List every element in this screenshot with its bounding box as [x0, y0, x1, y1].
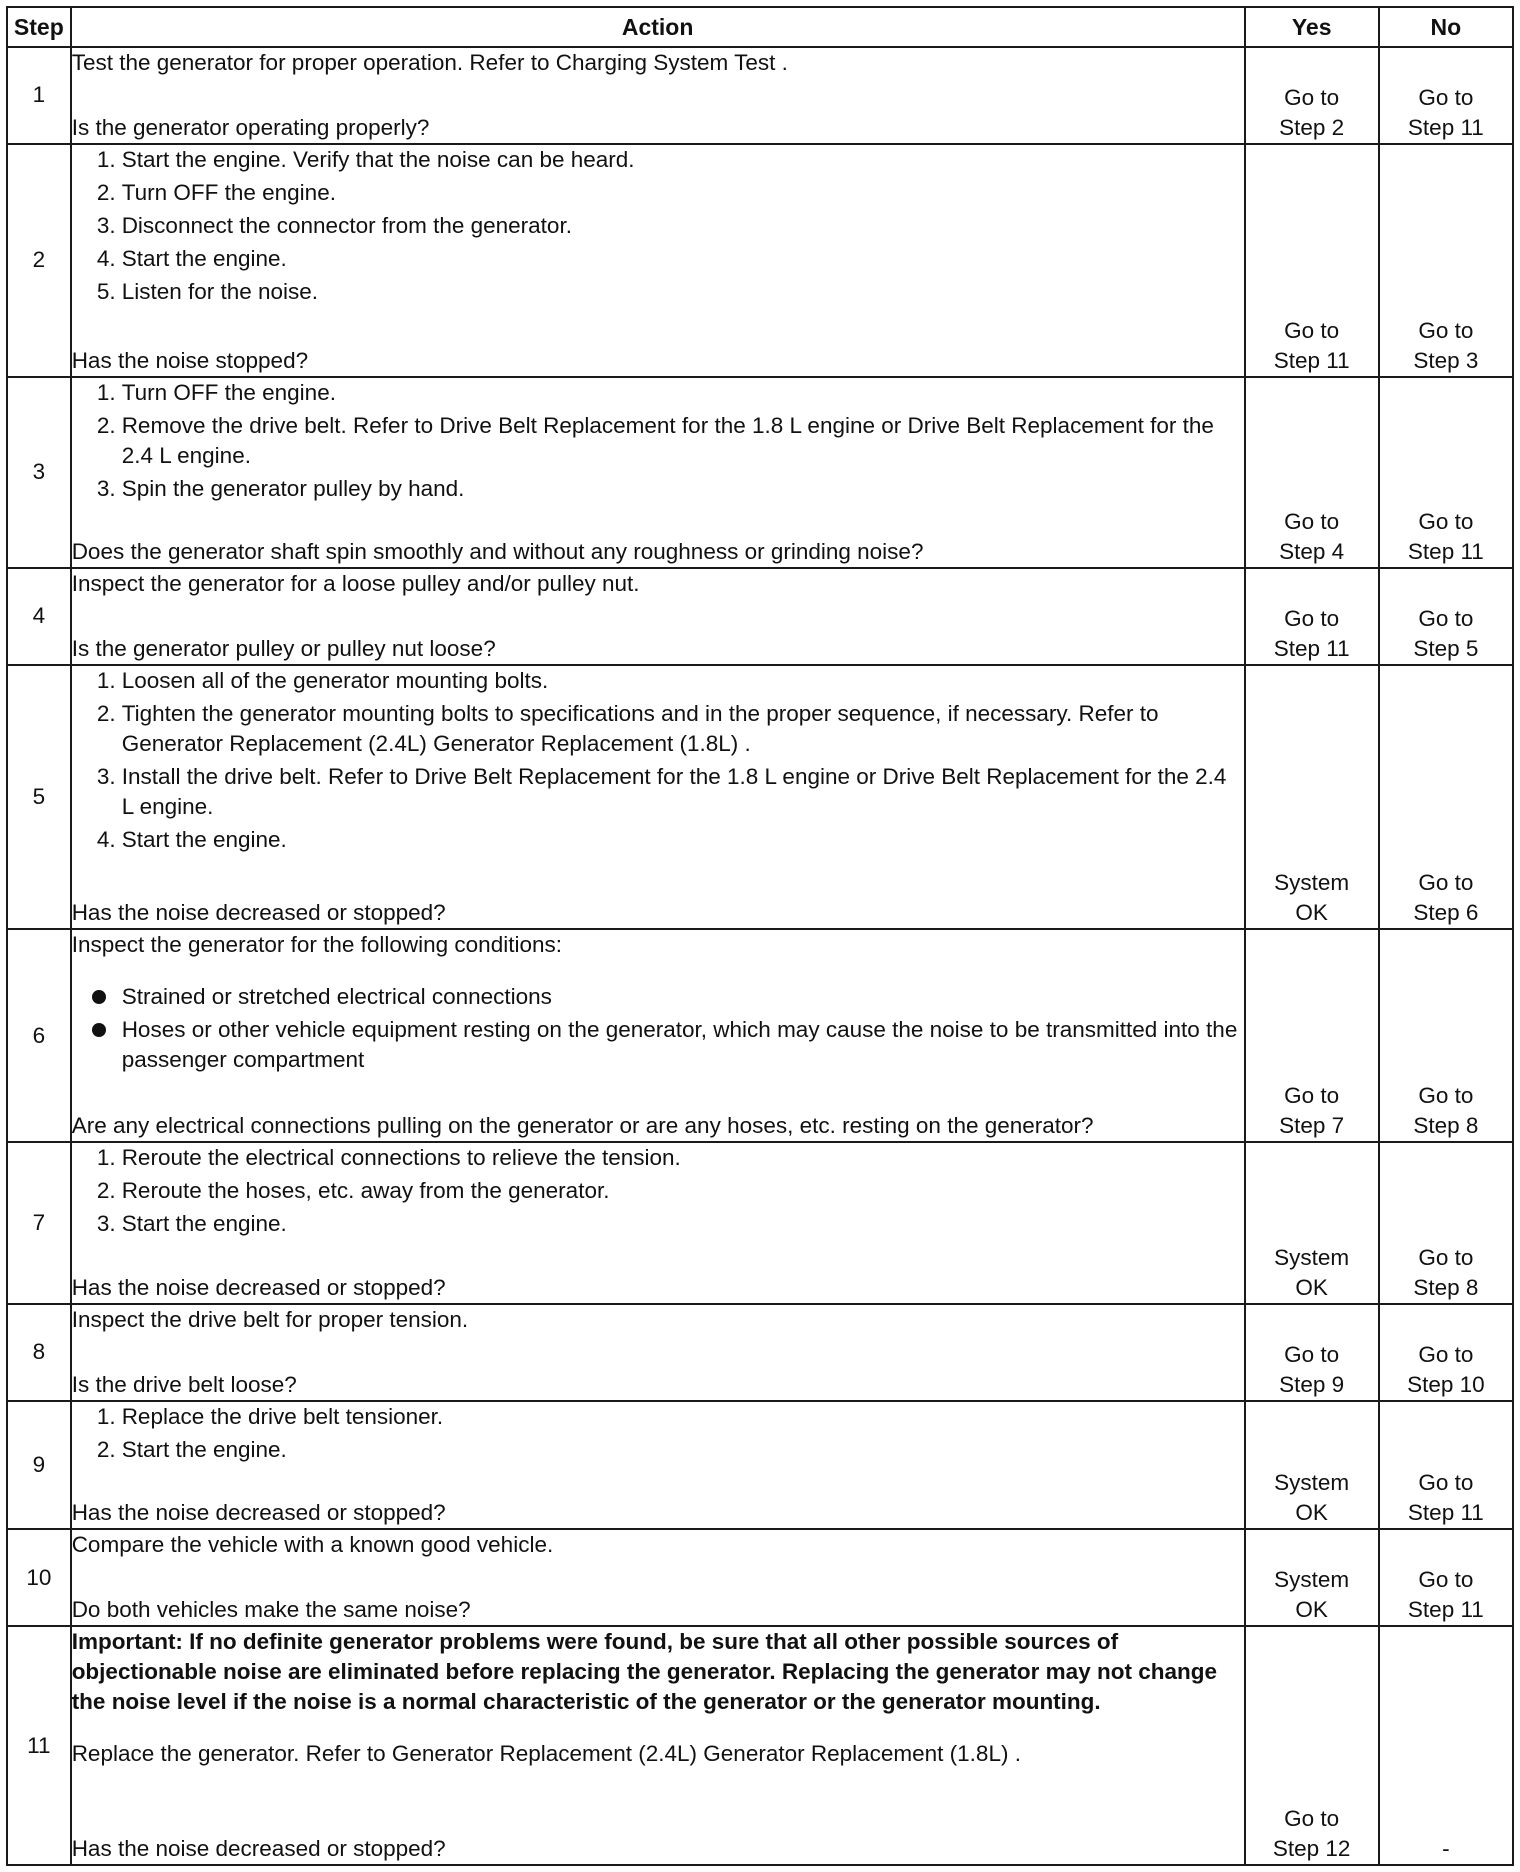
list-item-text: Start the engine.	[121, 826, 287, 852]
list-number: 2.	[96, 179, 116, 205]
no-result-line: Go to	[1418, 1244, 1474, 1270]
no-result	[1379, 568, 1513, 665]
no-result-line: Go to	[1418, 1470, 1474, 1496]
yes-result-line: OK	[1295, 1500, 1328, 1526]
step-number: 5	[7, 665, 71, 930]
action-instruction: Inspect the generator for the following conditions:	[71, 932, 562, 958]
action-instructions	[72, 569, 1244, 615]
list-item-text: Turn OFF the engine.	[121, 379, 336, 405]
yes-result	[1245, 144, 1379, 377]
yes-result-line: Go to	[1284, 84, 1340, 110]
action-question: Has the noise decreased or stopped?	[71, 1500, 446, 1526]
list-number: 1.	[96, 1403, 116, 1429]
action-instructions	[72, 1143, 1244, 1242]
diagnostic-table	[6, 6, 1514, 1866]
list-number: 3.	[96, 212, 116, 238]
yes-result-line: OK	[1295, 1597, 1328, 1623]
no-result-line: Step 5	[1413, 635, 1479, 661]
action-content	[72, 1530, 1244, 1625]
action-content	[72, 569, 1244, 664]
yes-result-line: Go to	[1284, 1341, 1340, 1367]
action-cell	[71, 568, 1245, 665]
table-row	[7, 1401, 1513, 1530]
action-instruction: Replace the generator. Refer to Generator Replacement (2.4L) Generator Replacement (1.8L) .	[71, 1741, 1021, 1767]
no-result-line: Go to	[1418, 1567, 1474, 1593]
list-item	[72, 211, 1244, 241]
list-item	[72, 145, 1244, 175]
step-number: 3	[7, 377, 71, 568]
list-number: 1.	[96, 667, 116, 693]
list-number: 3.	[96, 763, 116, 789]
action-instructions	[72, 1305, 1244, 1351]
no-result-line: Step 8	[1413, 1274, 1479, 1300]
diagnostic-document	[6, 6, 1514, 1866]
table-row	[7, 377, 1513, 568]
yes-result	[1245, 47, 1379, 144]
bullet-icon	[92, 1023, 106, 1037]
action-cell	[71, 1142, 1245, 1304]
table-row	[7, 1529, 1513, 1626]
list-item-text: Strained or stretched electrical connections	[121, 984, 552, 1010]
action-content	[72, 1143, 1244, 1303]
step-number: 9	[7, 1401, 71, 1530]
action-question: Is the drive belt loose?	[71, 1371, 297, 1397]
numbered-list	[72, 378, 1244, 504]
action-content	[72, 666, 1244, 929]
no-result-line: Go to	[1418, 870, 1474, 896]
list-item-text: Remove the drive belt. Refer to Drive Belt Replacement for the 1.8 L engine or Drive Belt Replacement for the 2.4 L engine.	[121, 412, 1214, 468]
table-row	[7, 929, 1513, 1142]
no-result-line: Step 6	[1413, 900, 1479, 926]
list-item	[72, 982, 1244, 1012]
list-number: 1.	[96, 1145, 116, 1170]
no-result	[1379, 929, 1513, 1142]
list-item-text: Listen for the noise.	[121, 278, 319, 304]
no-result	[1379, 47, 1513, 144]
action-content	[72, 1627, 1244, 1864]
list-item-text: Start the engine.	[121, 1436, 287, 1462]
no-result-line: Go to	[1418, 1083, 1474, 1108]
action-question: Is the generator operating properly?	[71, 114, 430, 140]
table-body	[7, 47, 1513, 1865]
list-item	[72, 1176, 1244, 1206]
list-item	[72, 178, 1244, 208]
no-result-line: Step 8	[1413, 1113, 1479, 1138]
step-number: 4	[7, 568, 71, 665]
list-item	[72, 378, 1244, 408]
no-result-line: Go to	[1418, 508, 1474, 534]
yes-result	[1245, 377, 1379, 568]
list-number: 4.	[96, 245, 116, 271]
table-row	[7, 144, 1513, 377]
yes-result-line: System	[1274, 1470, 1350, 1496]
action-instructions	[72, 378, 1244, 507]
no-result	[1379, 144, 1513, 377]
list-item-text: Reroute the hoses, etc. away from the generator.	[121, 1178, 610, 1203]
action-question: Do both vehicles make the same noise?	[71, 1597, 471, 1623]
no-result	[1379, 377, 1513, 568]
yes-result	[1245, 665, 1379, 930]
yes-result-line: Go to	[1284, 317, 1340, 343]
list-item-text: Tighten the generator mounting bolts to specifications and in the proper sequence, if necessary. Refer to Generator Replacement (2.4L) Generator Replacement (1.8L) .	[121, 700, 1159, 756]
action-instructions	[72, 1530, 1244, 1576]
list-item-text: Start the engine. Verify that the noise can be heard.	[121, 146, 635, 172]
list-number: 1.	[96, 146, 116, 172]
list-number: 2.	[96, 412, 116, 438]
action-cell	[71, 1529, 1245, 1626]
no-result	[1379, 1401, 1513, 1530]
numbered-list	[72, 1143, 1244, 1239]
action-content	[72, 1402, 1244, 1529]
step-number: 6	[7, 929, 71, 1142]
yes-result-line: System	[1274, 1567, 1350, 1593]
action-instruction: Compare the vehicle with a known good vehicle.	[71, 1532, 554, 1558]
list-number: 3.	[96, 1211, 116, 1236]
table-row	[7, 1142, 1513, 1304]
action-cell	[71, 1304, 1245, 1401]
list-item	[72, 762, 1244, 822]
list-item	[72, 244, 1244, 274]
table-row	[7, 1304, 1513, 1401]
list-item	[72, 411, 1244, 471]
table-header-row	[7, 7, 1513, 47]
list-item	[72, 1015, 1244, 1075]
list-item-text: Disconnect the connector from the generator.	[121, 212, 572, 238]
yes-result	[1245, 1401, 1379, 1530]
list-number: 2.	[96, 1436, 116, 1462]
action-question: Does the generator shaft spin smoothly and without any roughness or grinding noise?	[71, 538, 924, 564]
list-item-text: Loosen all of the generator mounting bolts.	[121, 667, 549, 693]
step-number: 7	[7, 1142, 71, 1304]
list-item	[72, 474, 1244, 504]
action-instructions	[72, 666, 1244, 858]
no-result	[1379, 1142, 1513, 1304]
no-result-line: Go to	[1418, 317, 1474, 343]
list-item-text: Turn OFF the engine.	[121, 179, 336, 205]
action-instructions	[72, 48, 1244, 94]
no-result	[1379, 1529, 1513, 1626]
list-item-text: Hoses or other vehicle equipment resting on the generator, which may cause the noise to be transmitted into the passenger compartment	[121, 1017, 1238, 1073]
list-item-text: Start the engine.	[121, 1211, 287, 1236]
yes-result-line: Step 7	[1279, 1113, 1345, 1138]
step-number: 1	[7, 47, 71, 144]
list-item	[72, 1209, 1244, 1239]
list-item-text: Install the drive belt. Refer to Drive Belt Replacement for the 1.8 L engine or Drive Belt Replacement for the 2.4 L engine.	[121, 763, 1227, 819]
no-result-line: Step 11	[1407, 1597, 1484, 1623]
list-number: 3.	[96, 475, 116, 501]
action-cell	[71, 665, 1245, 930]
action-cell	[71, 929, 1245, 1142]
action-question: Are any electrical connections pulling on the generator or are any hoses, etc. resting on the generator?	[71, 1113, 1094, 1138]
action-content	[72, 48, 1244, 143]
step-number: 2	[7, 144, 71, 377]
no-result	[1379, 665, 1513, 930]
list-number: 2.	[96, 700, 116, 726]
yes-result-line: Step 11	[1273, 347, 1350, 373]
list-number: 2.	[96, 1178, 116, 1203]
action-question: Has the noise decreased or stopped?	[71, 1274, 446, 1300]
no-result-line: -	[1442, 1836, 1450, 1861]
action-content	[72, 1305, 1244, 1400]
action-content	[72, 378, 1244, 567]
step-number: 8	[7, 1304, 71, 1401]
no-result-line: Step 3	[1413, 347, 1479, 373]
table-row	[7, 47, 1513, 144]
yes-result-line: OK	[1295, 1274, 1328, 1300]
yes-result-line: Step 11	[1273, 635, 1350, 661]
list-item	[72, 666, 1244, 696]
list-item-text: Start the engine.	[121, 245, 287, 271]
yes-result-line: System	[1274, 870, 1350, 896]
action-instruction: Inspect the drive belt for proper tension.	[71, 1306, 469, 1332]
action-content	[72, 145, 1244, 376]
action-instructions	[72, 1627, 1244, 1791]
step-number: 11	[7, 1626, 71, 1865]
no-result-line: Step 11	[1407, 1500, 1484, 1526]
no-result-line: Go to	[1418, 1341, 1474, 1367]
action-cell	[71, 47, 1245, 144]
numbered-list	[72, 666, 1244, 855]
action-content	[72, 930, 1244, 1141]
no-result-line: Step 10	[1407, 1371, 1485, 1397]
yes-result-line: Go to	[1284, 1083, 1340, 1108]
header-action: Action	[71, 7, 1245, 47]
list-item	[72, 1143, 1244, 1173]
table-row	[7, 568, 1513, 665]
action-instructions	[72, 145, 1244, 310]
list-number: 4.	[96, 826, 116, 852]
table-row	[7, 1626, 1513, 1865]
action-cell	[71, 377, 1245, 568]
list-item	[72, 1435, 1244, 1465]
no-result-line: Step 11	[1407, 538, 1484, 564]
yes-result	[1245, 929, 1379, 1142]
numbered-list	[72, 1402, 1244, 1465]
action-question: Has the noise decreased or stopped?	[71, 900, 446, 926]
list-item	[72, 277, 1244, 307]
yes-result-line: Go to	[1284, 1806, 1340, 1831]
numbered-list	[72, 145, 1244, 307]
action-cell	[71, 1626, 1245, 1865]
action-instruction: Inspect the generator for a loose pulley and/or pulley nut.	[71, 570, 640, 596]
important-note: Important: If no definite generator problems were found, be sure that all other possible sources of objectionable noise are eliminated before replacing the generator. Replacing the generator may not change the noise level if the noise is a normal characteristic of the generator or the generator mounting.	[71, 1629, 1217, 1715]
action-question: Has the noise decreased or stopped?	[71, 1836, 446, 1861]
step-number: 10	[7, 1529, 71, 1626]
no-result-line: Go to	[1418, 84, 1474, 110]
list-item	[72, 825, 1244, 855]
action-cell	[71, 1401, 1245, 1530]
yes-result-line: Go to	[1284, 605, 1340, 631]
list-number: 5.	[96, 278, 116, 304]
action-cell	[71, 144, 1245, 377]
list-number: 1.	[96, 379, 116, 405]
action-instruction: Test the generator for proper operation. Refer to Charging System Test .	[71, 50, 788, 75]
bullet-list	[72, 982, 1244, 1075]
no-result-line: Step 11	[1407, 114, 1484, 140]
table-row	[7, 665, 1513, 930]
header-no: No	[1379, 7, 1513, 47]
yes-result-line: OK	[1295, 900, 1328, 926]
list-item-text: Spin the generator pulley by hand.	[121, 475, 465, 501]
list-item-text: Replace the drive belt tensioner.	[121, 1403, 444, 1429]
yes-result	[1245, 568, 1379, 665]
header-step: Step	[7, 7, 71, 47]
no-result	[1379, 1304, 1513, 1401]
bullet-icon	[92, 990, 106, 1004]
yes-result-line: System	[1274, 1244, 1350, 1270]
yes-result	[1245, 1626, 1379, 1865]
yes-result-line: Step 9	[1279, 1371, 1345, 1397]
yes-result	[1245, 1142, 1379, 1304]
action-instructions	[72, 930, 1244, 1078]
yes-result-line: Go to	[1284, 508, 1340, 534]
header-yes: Yes	[1245, 7, 1379, 47]
action-question: Has the noise stopped?	[71, 347, 309, 373]
no-result-line: Go to	[1418, 605, 1474, 631]
yes-result	[1245, 1304, 1379, 1401]
list-item-text: Reroute the electrical connections to relieve the tension.	[121, 1145, 681, 1170]
list-item	[72, 1402, 1244, 1432]
no-result	[1379, 1626, 1513, 1865]
list-item	[72, 699, 1244, 759]
yes-result-line: Step 12	[1272, 1836, 1351, 1861]
action-instructions	[72, 1402, 1244, 1468]
yes-result	[1245, 1529, 1379, 1626]
yes-result-line: Step 4	[1279, 538, 1345, 564]
yes-result-line: Step 2	[1279, 114, 1345, 140]
action-question: Is the generator pulley or pulley nut loose?	[71, 635, 496, 661]
